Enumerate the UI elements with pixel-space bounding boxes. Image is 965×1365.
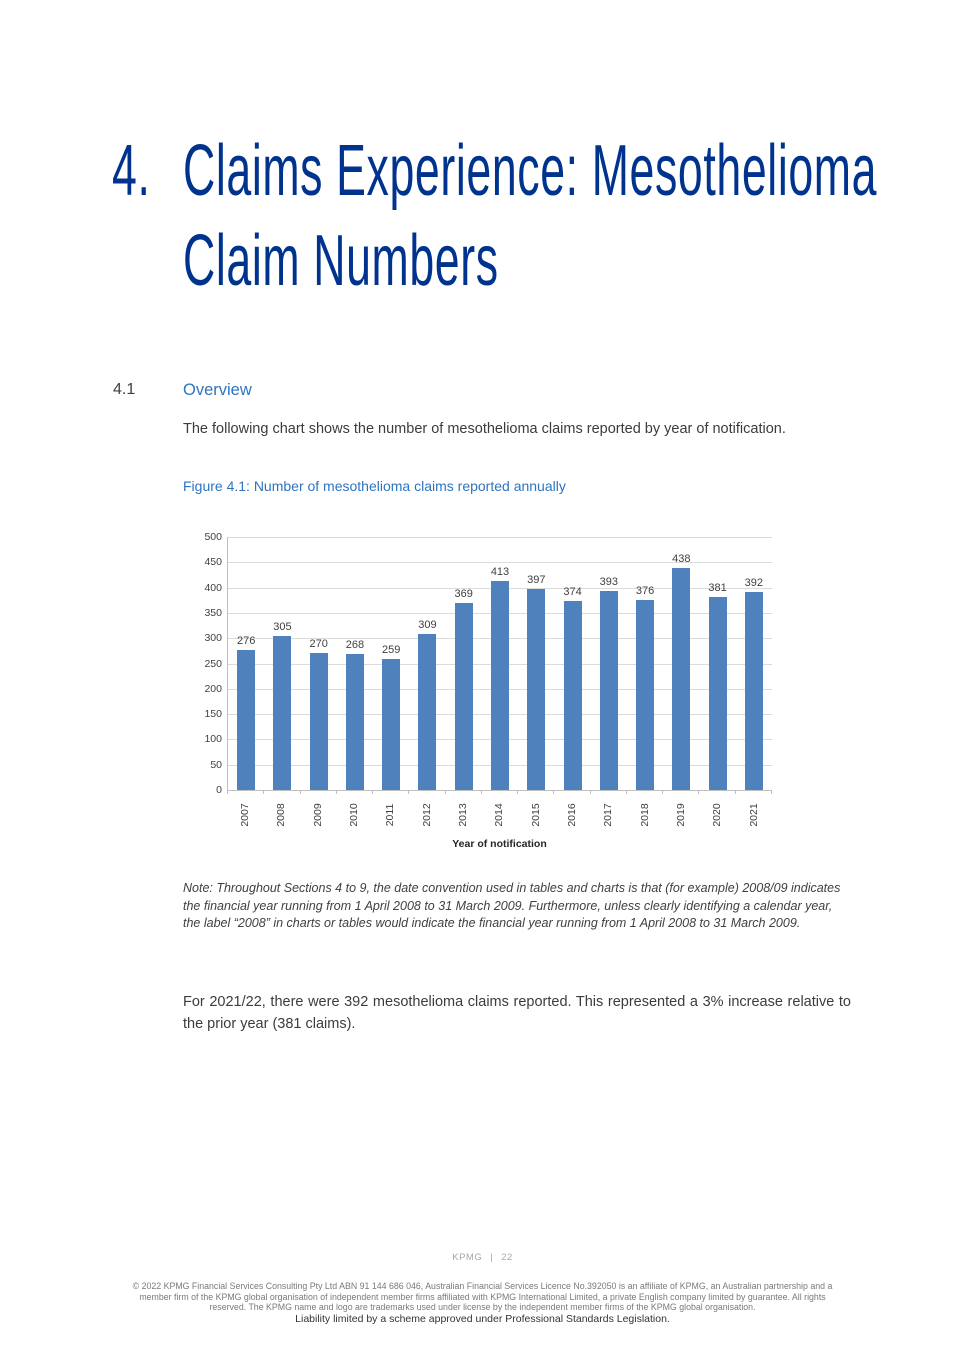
bar-slot: [627, 537, 663, 790]
x-tick-mark: [446, 791, 482, 794]
x-axis-line: [227, 790, 772, 794]
bar-slot: [264, 537, 300, 790]
y-tick-label: 250: [204, 657, 222, 670]
bar-value-label: 392: [744, 576, 764, 589]
y-tick-label: 500: [204, 531, 222, 543]
bar-value-label: 374: [563, 585, 582, 598]
bar: [346, 654, 364, 790]
x-tick-label: 2015: [529, 803, 542, 827]
x-tick-label: 2018: [638, 803, 651, 827]
x-tick-mark: [228, 791, 264, 794]
bar: [600, 591, 618, 790]
chapter-number: 4.: [112, 131, 151, 211]
bar: [273, 636, 291, 790]
bar-slot: [228, 537, 264, 790]
x-tick-mark: [663, 791, 699, 794]
intro-paragraph: The following chart shows the number of mesothelioma claims reported by year of notification.: [183, 421, 786, 437]
bar-value-label: 259: [382, 643, 401, 656]
x-tick-mark: [554, 791, 590, 794]
x-tick-mark: [627, 791, 663, 794]
chapter-title-line-2: Claim Numbers: [183, 221, 499, 301]
bar-slot: [518, 537, 554, 790]
x-tick-mark: [518, 791, 554, 794]
x-tick-label: 2021: [747, 803, 760, 827]
footer-brand: KPMG: [452, 1252, 483, 1263]
x-tick-mark: [409, 791, 445, 794]
x-tick-mark: [337, 791, 373, 794]
figure-caption: Figure 4.1: Number of mesothelioma claims reported annually: [183, 478, 566, 494]
bar: [455, 603, 473, 790]
x-tick-label: 2020: [711, 803, 724, 827]
body-paragraph: For 2021/22, there were 392 mesothelioma claims reported. This represented a 3% increase relative to the prior year (381 claims).: [183, 994, 851, 1032]
x-tick-mark: [736, 791, 772, 794]
x-tick-label: 2011: [384, 803, 397, 827]
footer-page-number: 22: [501, 1252, 513, 1263]
liability-text: Liability limited by a scheme approved under Professional Standards Legislation.: [295, 1313, 670, 1325]
x-tick-label: 2012: [420, 803, 433, 827]
x-tick-label: 2009: [311, 803, 324, 827]
y-tick-label: 100: [204, 733, 222, 746]
bar: [491, 581, 509, 790]
bar-slot: [736, 537, 772, 790]
x-tick-mark: [591, 791, 627, 794]
bar-value-label: 305: [273, 620, 292, 633]
x-tick-mark: [301, 791, 337, 794]
chapter-title-line-1: Claims Experience: Mesothelioma: [183, 131, 878, 211]
bar: [745, 592, 763, 790]
bar: [564, 601, 582, 790]
y-tick-label: 300: [204, 632, 222, 645]
bar-slot: [663, 537, 699, 790]
bar-value-label: 270: [309, 638, 328, 651]
bar: [310, 653, 328, 790]
bar-value-label: 276: [236, 635, 256, 648]
y-tick-label: 50: [210, 758, 222, 771]
plot-area: [227, 537, 772, 790]
bar: [527, 589, 545, 790]
subsection-number: 4.1: [113, 381, 136, 398]
bar-value-label: 397: [527, 574, 546, 587]
bar-slot: [591, 537, 627, 790]
y-axis-labels: [200, 531, 222, 796]
bar: [237, 650, 255, 790]
date-convention-note: Note: Throughout Sections 4 to 9, the date convention used in tables and charts is that (for example) 2008/09 indicates the financial year running from 1 April 2008 to 31 March 2009. Furthermore, unless clearly identifying a calendar year, the label “2008” in charts or tables would indicate the financial year running from 1 April 2008 to 31 March 2009.: [183, 881, 841, 930]
x-tick-mark: [264, 791, 300, 794]
x-axis-labels: [227, 795, 772, 835]
y-tick-label: 150: [204, 708, 222, 721]
page-number-line: [0, 1252, 965, 1263]
x-tick-mark: [482, 791, 518, 794]
bar-slot: [554, 537, 590, 790]
x-tick-label: 2019: [675, 803, 688, 827]
bar: [672, 568, 690, 790]
copyright-text: © 2022 KPMG Financial Services Consulting Pty Ltd ABN 91 144 686 046, Australian Financial Services Licence No.392050 is an affiliate of KPMG, an Australian partnership and a member firm of the KPMG global organisation of independent member firms affiliated with KPMG International Limited, a private English company limited by guarantee. All rights reserved. The KPMG name and logo are trademarks used under license by the independent member firms of the KPMG global organisation.: [132, 1281, 833, 1313]
x-axis-title: Year of notification: [452, 838, 547, 850]
x-tick-label: 2016: [566, 803, 579, 827]
bar: [382, 659, 400, 790]
bar-slot: [409, 537, 445, 790]
x-tick-mark: [699, 791, 735, 794]
y-tick-label: 450: [204, 556, 222, 569]
y-tick-label: 400: [204, 581, 222, 594]
footer-divider: |: [490, 1252, 494, 1263]
bar-value-label: 376: [635, 584, 655, 597]
bar-chart: [200, 524, 800, 864]
x-tick-label: 2010: [348, 803, 361, 827]
subsection-title: Overview: [183, 381, 252, 399]
bar-value-label: 393: [599, 576, 618, 589]
bar-value-label: 268: [345, 639, 365, 652]
bar-value-label: 381: [708, 582, 727, 595]
x-tick-label: 2008: [275, 803, 288, 827]
x-tick-label: 2014: [493, 803, 506, 827]
x-tick-label: 2013: [457, 803, 470, 827]
bars-container: [228, 537, 772, 790]
bar: [418, 634, 436, 790]
chapter-title: [183, 126, 877, 306]
bar-slot: [337, 537, 373, 790]
x-tick-label: 2007: [239, 803, 252, 827]
bar-slot: [373, 537, 409, 790]
bar: [636, 600, 654, 790]
bar-value-label: 438: [672, 553, 691, 566]
y-tick-label: 200: [204, 682, 222, 695]
y-tick-label: 0: [216, 784, 222, 796]
bar-slot: [301, 537, 337, 790]
bar-value-label: 413: [490, 566, 510, 579]
x-tick-label: 2017: [602, 803, 615, 827]
y-tick-label: 350: [204, 606, 222, 619]
bar-value-label: 369: [454, 588, 473, 601]
bar-value-label: 309: [418, 618, 437, 631]
x-tick-mark: [373, 791, 409, 794]
bar-slot: [699, 537, 735, 790]
bar: [709, 597, 727, 790]
